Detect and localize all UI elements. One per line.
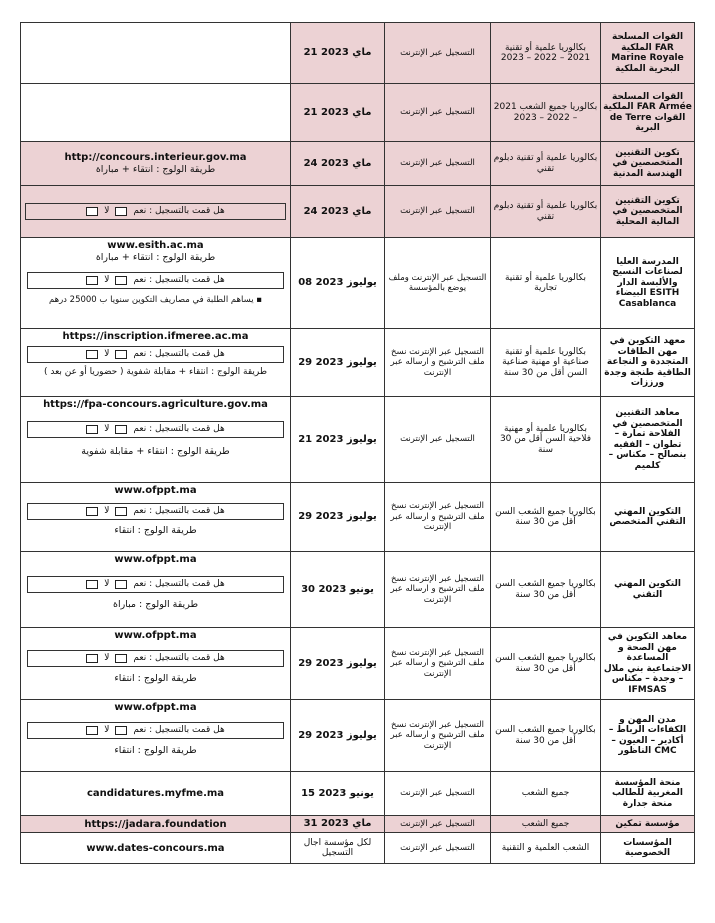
registration-mode-cell: التسجيل عبر الإنترنت نسخ ملف الترشيح و ارساله عبر الإنترنت bbox=[385, 628, 491, 700]
conditions-cell: بكالوريا جميع الشعب 2021 – 2022 – 2023 bbox=[491, 84, 601, 142]
deadlines-sheet bbox=[20, 22, 694, 864]
yes-checkbox[interactable] bbox=[115, 350, 127, 359]
website-link[interactable]: http://concours.interieur.gov.ma bbox=[64, 152, 247, 163]
info-cell bbox=[21, 552, 291, 628]
table-row bbox=[21, 833, 695, 864]
no-label: لا bbox=[104, 579, 110, 589]
info-cell bbox=[21, 833, 291, 864]
institution-cell: معاهد التقنيين المتخصصين في الفلاحة تمارة – تطوان – الفقيه بنصالح – مكناس – كلميم bbox=[601, 397, 695, 483]
website-link[interactable]: www.ofppt.ma bbox=[114, 630, 197, 641]
table-row bbox=[21, 700, 695, 772]
registration-mode-cell: التسجيل عبر الإنترنت وملف يوضع بالمؤسسة bbox=[385, 238, 491, 329]
access-method: طريقة الولوج : انتقاء + مباراة bbox=[95, 164, 216, 175]
yes-checkbox[interactable] bbox=[115, 276, 127, 285]
institution-cell: تكوين التقنيين المتخصصين في الهندسة المدنية bbox=[601, 142, 695, 186]
info-cell bbox=[21, 700, 291, 772]
website-link[interactable]: www.ofppt.ma bbox=[114, 554, 197, 565]
registration-mode-cell: التسجيل عبر الإنترنت bbox=[385, 816, 491, 833]
registration-check bbox=[27, 272, 284, 289]
no-checkbox[interactable] bbox=[86, 276, 98, 285]
table-row bbox=[21, 772, 695, 816]
conditions-cell: بكالوريا جميع الشعب السن أقل من 30 سنة bbox=[491, 628, 601, 700]
no-checkbox[interactable] bbox=[86, 726, 98, 735]
website-link[interactable]: www.dates-concours.ma bbox=[86, 842, 225, 854]
deadline-cell: 30 يونيو 2023 bbox=[291, 552, 385, 628]
website-link[interactable]: www.esith.ac.ma bbox=[107, 240, 204, 251]
institution-cell: التكوين المهني التقني bbox=[601, 552, 695, 628]
table-row bbox=[21, 628, 695, 700]
no-checkbox[interactable] bbox=[86, 580, 98, 589]
info-cell bbox=[21, 483, 291, 552]
info-cell bbox=[21, 397, 291, 483]
registration-check bbox=[27, 650, 284, 667]
conditions-cell: بكالوريا علمية أو مهنية فلاحية السن أقل من 30 سنة bbox=[491, 397, 601, 483]
fees-note: يساهم الطلبة في مصاريف التكوين سنويا ب 25000 درهم bbox=[48, 295, 254, 305]
institution-cell: معهد التكوين في مهن الطاقات المتجددة و النجاعة الطاقية طنجة وجدة ورززات bbox=[601, 329, 695, 397]
no-label: لا bbox=[104, 725, 110, 735]
institution-cell: تكوين التقنيين المتخصصين في المالية المحلية bbox=[601, 186, 695, 238]
access-method: طريقة الولوج : انتقاء + مباراة bbox=[95, 252, 216, 263]
registration-mode-cell: التسجيل عبر الإنترنت نسخ ملف الترشيح و ارساله عبر الإنترنت bbox=[385, 552, 491, 628]
table-row bbox=[21, 23, 695, 84]
registration-question: هل قمت بالتسجيل : نعم bbox=[133, 725, 225, 735]
yes-checkbox[interactable] bbox=[115, 654, 127, 663]
access-method: طريقة الولوج : انتقاء bbox=[114, 673, 197, 684]
access-method: طريقة الولوج : مباراة bbox=[112, 599, 199, 610]
registration-mode-cell: التسجيل عبر الإنترنت bbox=[385, 142, 491, 186]
deadline-cell: 21 ماي 2023 bbox=[291, 84, 385, 142]
deadline-cell: 29 يوليوز 2023 bbox=[291, 329, 385, 397]
institution-cell: التكوين المهني التقني المتخصص bbox=[601, 483, 695, 552]
registration-check bbox=[25, 203, 286, 220]
info-cell bbox=[21, 186, 291, 238]
registration-question: هل قمت بالتسجيل : نعم bbox=[133, 506, 225, 516]
institution-cell: منحة المؤسسة المغربية للطالب منحة جدارة bbox=[601, 772, 695, 816]
registration-mode-cell: التسجيل عبر الإنترنت bbox=[385, 772, 491, 816]
registration-check bbox=[27, 503, 284, 520]
website-link[interactable]: https://inscription.ifmeree.ac.ma bbox=[62, 331, 249, 342]
registration-question: هل قمت بالتسجيل : نعم bbox=[133, 424, 225, 434]
deadline-cell: 29 يوليوز 2023 bbox=[291, 483, 385, 552]
yes-checkbox[interactable] bbox=[115, 726, 127, 735]
conditions-cell: بكالوريا علمية أو تقنية صناعية او مهنية صناعية السن أقل من 30 سنة bbox=[491, 329, 601, 397]
no-checkbox[interactable] bbox=[86, 654, 98, 663]
institution-cell: المدرسة العليا لصناعات النسيج والألبسة الدار البيضاء ESITH Casablanca bbox=[601, 238, 695, 329]
yes-checkbox[interactable] bbox=[115, 507, 127, 516]
yes-checkbox[interactable] bbox=[115, 580, 127, 589]
info-cell bbox=[21, 84, 291, 142]
registration-mode-cell: التسجيل عبر الإنترنت bbox=[385, 397, 491, 483]
deadline-cell: 24 ماي 2023 bbox=[291, 186, 385, 238]
no-label: لا bbox=[104, 206, 110, 216]
registration-check bbox=[27, 722, 284, 739]
no-label: لا bbox=[104, 424, 110, 434]
table-row bbox=[21, 186, 695, 238]
registration-check bbox=[27, 421, 284, 438]
registration-check bbox=[27, 576, 284, 593]
website-link[interactable]: www.ofppt.ma bbox=[114, 702, 197, 713]
conditions-cell: بكالوريا جميع الشعب السن أقل من 30 سنة bbox=[491, 552, 601, 628]
no-checkbox[interactable] bbox=[86, 425, 98, 434]
registration-question: هل قمت بالتسجيل : نعم bbox=[133, 653, 225, 663]
conditions-cell: بكالوريا جميع الشعب السن أقل من 30 سنة bbox=[491, 700, 601, 772]
info-cell bbox=[21, 628, 291, 700]
info-cell bbox=[21, 816, 291, 833]
info-cell bbox=[21, 142, 291, 186]
no-checkbox[interactable] bbox=[86, 207, 98, 216]
table-row bbox=[21, 142, 695, 186]
conditions-cell: بكالوريا علمية أو تقنية تجارية bbox=[491, 238, 601, 329]
website-link[interactable]: https://jadara.foundation bbox=[84, 818, 227, 830]
deadline-cell: 21 يوليوز 2023 bbox=[291, 397, 385, 483]
registration-mode-cell: التسجيل عبر الإنترنت bbox=[385, 186, 491, 238]
website-link[interactable]: www.ofppt.ma bbox=[114, 485, 197, 496]
conditions-cell: بكالوريا علمية أو تقنية دبلوم تقني bbox=[491, 142, 601, 186]
registration-mode-cell: التسجيل عبر الإنترنت نسخ ملف الترشيح و ارساله عبر الإنترنت bbox=[385, 329, 491, 397]
info-cell bbox=[21, 772, 291, 816]
conditions-cell: بكالوريا علمية أو تقنية 2021 – 2022 – 2023 bbox=[491, 23, 601, 84]
registration-mode-cell: التسجيل عبر الإنترنت bbox=[385, 833, 491, 864]
registration-mode-cell: التسجيل عبر الإنترنت نسخ ملف الترشيح و ارساله عبر الإنترنت bbox=[385, 483, 491, 552]
registration-question: هل قمت بالتسجيل : نعم bbox=[133, 206, 225, 216]
table-row bbox=[21, 552, 695, 628]
no-checkbox[interactable] bbox=[86, 507, 98, 516]
info-cell bbox=[21, 238, 291, 329]
conditions-cell: بكالوريا علمية أو تقنية دبلوم تقني bbox=[491, 186, 601, 238]
no-checkbox[interactable] bbox=[86, 350, 98, 359]
institution-cell: القوات المسلحة الملكية FAR Armée de Terre القوات البرية bbox=[601, 84, 695, 142]
deadline-cell: 29 يوليوز 2023 bbox=[291, 700, 385, 772]
institution-cell: معاهد التكوين في مهن الصحة و المساعدة الاجتماعية بني ملال – وجدة – مكناس IFMSAS bbox=[601, 628, 695, 700]
access-method: طريقة الولوج : انتقاء + مقابلة شفوية bbox=[81, 446, 230, 457]
access-method: طريقة الولوج : انتقاء bbox=[114, 525, 197, 536]
institution-cell: المؤسسات الخصوصية bbox=[601, 833, 695, 864]
registration-check bbox=[27, 346, 284, 363]
conditions-cell: جميع الشعب bbox=[491, 816, 601, 833]
no-label: لا bbox=[104, 275, 110, 285]
institution-cell: مدن المهن و الكفاءات الرباط – أكادير – العيون – الناظور CMC bbox=[601, 700, 695, 772]
bullet-icon: ▪ bbox=[253, 295, 263, 305]
registration-mode-cell: التسجيل عبر الإنترنت نسخ ملف الترشيح و ارساله عبر الإنترنت bbox=[385, 700, 491, 772]
table-row bbox=[21, 238, 695, 329]
conditions-cell: جميع الشعب bbox=[491, 772, 601, 816]
institution-cell: القوات المسلحة الملكية FAR Marine Royale البحرية الملكية bbox=[601, 23, 695, 84]
conditions-cell: بكالوريا جميع الشعب السن أقل من 30 سنة bbox=[491, 483, 601, 552]
table-row bbox=[21, 84, 695, 142]
deadline-cell: 21 ماي 2023 bbox=[291, 23, 385, 84]
conditions-cell: الشعب العلمية و التقنية bbox=[491, 833, 601, 864]
no-label: لا bbox=[104, 653, 110, 663]
website-link[interactable]: https://fpa-concours.agriculture.gov.ma bbox=[43, 399, 268, 410]
registration-question: هل قمت بالتسجيل : نعم bbox=[133, 579, 225, 589]
website-link[interactable]: candidatures.myfme.ma bbox=[86, 788, 225, 799]
yes-checkbox[interactable] bbox=[115, 425, 127, 434]
no-label: لا bbox=[104, 349, 110, 359]
yes-checkbox[interactable] bbox=[115, 207, 127, 216]
deadline-cell: 08 يوليوز 2023 bbox=[291, 238, 385, 329]
info-cell bbox=[21, 23, 291, 84]
deadline-cell: 31 ماي 2023 bbox=[291, 816, 385, 833]
info-cell bbox=[21, 329, 291, 397]
registration-mode-cell: التسجيل عبر الإنترنت bbox=[385, 23, 491, 84]
access-method: طريقة الولوج : انتقاء bbox=[114, 745, 197, 756]
no-label: لا bbox=[104, 506, 110, 516]
table-row bbox=[21, 397, 695, 483]
deadline-cell: 29 يوليوز 2023 bbox=[291, 628, 385, 700]
admissions-table bbox=[20, 22, 695, 864]
table-row bbox=[21, 329, 695, 397]
deadline-cell: 24 ماي 2023 bbox=[291, 142, 385, 186]
institution-cell: مؤسسة تمكين bbox=[601, 816, 695, 833]
access-method: طريقة الولوج : انتقاء + مقابلة شفوية ( حضوريا أو عن بعد ) bbox=[43, 367, 268, 377]
registration-question: هل قمت بالتسجيل : نعم bbox=[133, 349, 225, 359]
table-row bbox=[21, 483, 695, 552]
deadline-cell: لكل مؤسسة اجال التسجيل bbox=[291, 833, 385, 864]
table-row bbox=[21, 816, 695, 833]
registration-mode-cell: التسجيل عبر الإنترنت bbox=[385, 84, 491, 142]
deadline-cell: 15 يونيو 2023 bbox=[291, 772, 385, 816]
registration-question: هل قمت بالتسجيل : نعم bbox=[133, 275, 225, 285]
